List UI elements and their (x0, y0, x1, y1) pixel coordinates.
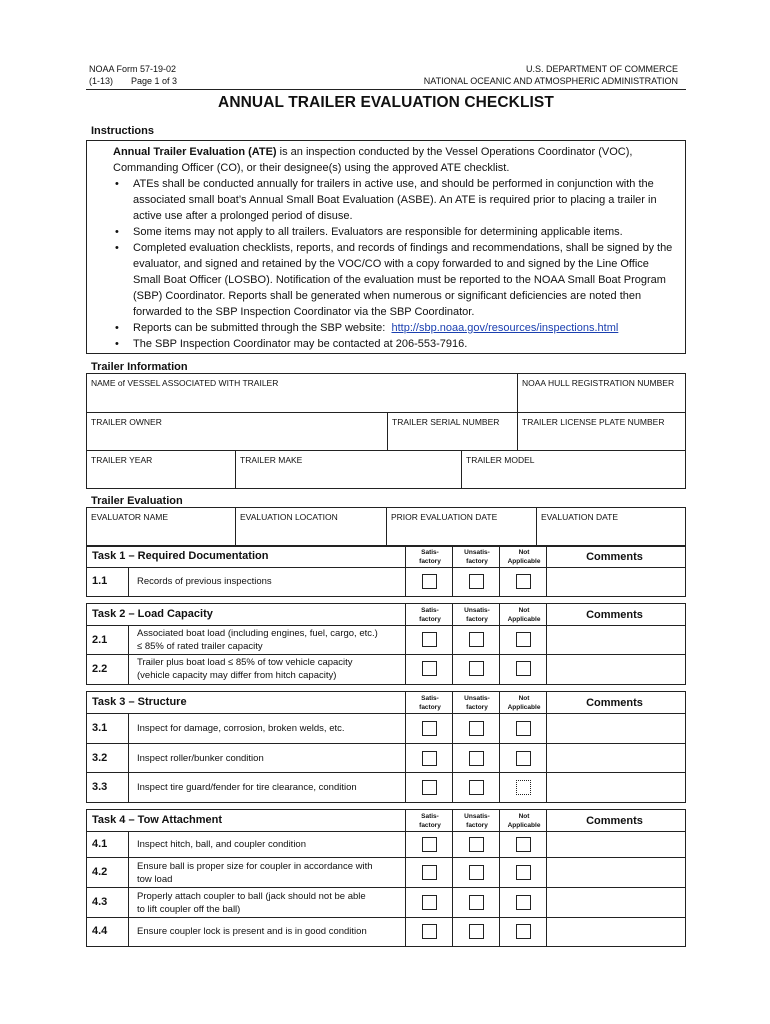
item-number: 2.1 (92, 634, 108, 646)
checklist-row-4-4 (87, 918, 685, 946)
item-number: 3.2 (92, 752, 108, 764)
department-name: U.S. DEPARTMENT OF COMMERCE (525, 64, 678, 74)
checklist-row-1-1 (87, 568, 685, 596)
instruction-bullet (113, 320, 679, 336)
satisfactory-checkbox[interactable] (422, 924, 437, 939)
serial-number-label: TRAILER SERIAL NUMBER (392, 417, 500, 427)
intro-bold: Annual Trailer Evaluation (ATE) (113, 146, 277, 158)
item-description: Inspect roller/bunker condition (137, 753, 264, 764)
item-description: Trailer plus boat load ≤ 85% of tow vehicle capacity (vehicle capacity may differ from hitch capacity) (137, 657, 353, 681)
item-number: 4.3 (92, 896, 108, 908)
checklist-row-3-3 (87, 773, 685, 802)
instructions-heading: Instructions (91, 125, 154, 137)
unsatisfactory-checkbox[interactable] (469, 721, 484, 736)
task-3-table (86, 691, 686, 803)
trailer-model-field[interactable] (462, 451, 685, 488)
task-header (87, 810, 685, 832)
not-applicable-checkbox[interactable] (516, 865, 531, 880)
task-header (87, 604, 685, 626)
unsatisfactory-checkbox[interactable] (469, 865, 484, 880)
item-number: 1.1 (92, 575, 108, 587)
checklist-row-3-2 (87, 744, 685, 773)
evaluator-name-field[interactable] (87, 508, 236, 546)
task-title: Task 4 – Tow Attachment (92, 814, 222, 826)
unsatisfactory-checkbox[interactable] (469, 924, 484, 939)
item-number: 3.3 (92, 781, 108, 793)
satisfactory-checkbox[interactable] (422, 780, 437, 795)
trailer-eval-grid (86, 507, 686, 547)
trailer-info-heading: Trailer Information (91, 361, 188, 373)
not-applicable-checkbox[interactable] (516, 780, 531, 795)
hull-number-label: NOAA HULL REGISTRATION NUMBER (522, 378, 675, 388)
task-title: Task 1 – Required Documentation (92, 550, 269, 562)
trailer-owner-label: TRAILER OWNER (91, 417, 162, 427)
trailer-year-field[interactable] (87, 451, 236, 488)
satisfactory-checkbox[interactable] (422, 661, 437, 676)
satisfactory-checkbox[interactable] (422, 837, 437, 852)
page-title: ANNUAL TRAILER EVALUATION CHECKLIST (218, 94, 554, 111)
item-number: 2.2 (92, 663, 108, 675)
checklist-row-2-1 (87, 626, 685, 655)
evaluation-location-label: EVALUATION LOCATION (240, 512, 338, 522)
trailer-make-field[interactable] (236, 451, 462, 488)
not-applicable-checkbox[interactable] (516, 895, 531, 910)
not-applicable-header: Not Applicable (507, 695, 541, 711)
not-applicable-checkbox[interactable] (516, 924, 531, 939)
unsatisfactory-checkbox[interactable] (469, 632, 484, 647)
unsatisfactory-checkbox[interactable] (469, 780, 484, 795)
satisfactory-checkbox[interactable] (422, 895, 437, 910)
item-number: 4.2 (92, 866, 108, 878)
header-divider (86, 89, 686, 90)
satisfactory-checkbox[interactable] (422, 721, 437, 736)
not-applicable-header: Not Applicable (507, 607, 541, 623)
satisfactory-header: Satis- factory (419, 607, 441, 623)
evaluation-date-label: EVALUATION DATE (541, 512, 618, 522)
prior-evaluation-date-label: PRIOR EVALUATION DATE (391, 512, 498, 522)
not-applicable-header: Not Applicable (507, 549, 541, 565)
item-number: 4.1 (92, 838, 108, 850)
satisfactory-checkbox[interactable] (422, 751, 437, 766)
trailer-eval-heading: Trailer Evaluation (91, 495, 183, 507)
evaluation-location-field[interactable] (236, 508, 387, 546)
checklist-row-2-2 (87, 655, 685, 684)
item-description: Inspect for damage, corrosion, broken welds, etc. (137, 723, 345, 734)
instructions-list (113, 176, 679, 352)
unsatisfactory-header: Unsatis- factory (464, 813, 490, 829)
instructions-box (86, 140, 686, 354)
comments-header: Comments (586, 551, 643, 563)
satisfactory-checkbox[interactable] (422, 632, 437, 647)
unsatisfactory-checkbox[interactable] (469, 661, 484, 676)
instruction-bullet: • Some items may not apply to all trailers. Evaluators are responsible for determining applicable items. (113, 224, 679, 240)
task-2-table (86, 603, 686, 685)
unsatisfactory-header: Unsatis- factory (464, 549, 490, 565)
satisfactory-header: Satis- factory (419, 813, 441, 829)
task-header (87, 546, 685, 568)
checklist-row-4-1 (87, 832, 685, 858)
instructions-intro (113, 144, 679, 176)
instruction-bullet: • The SBP Inspection Coordinator may be contacted at 206-553-7916. (113, 336, 679, 352)
trailer-info-grid (86, 373, 686, 489)
not-applicable-checkbox[interactable] (516, 751, 531, 766)
checklist-row-4-3 (87, 888, 685, 918)
evaluation-date-field[interactable] (537, 508, 685, 546)
serial-number-field[interactable] (388, 413, 518, 451)
satisfactory-header: Satis- factory (419, 549, 441, 565)
satisfactory-checkbox[interactable] (422, 574, 437, 589)
unsatisfactory-checkbox[interactable] (469, 837, 484, 852)
sbp-website-link[interactable]: http://sbp.noaa.gov/resources/inspections.html (391, 322, 619, 334)
satisfactory-header: Satis- factory (419, 695, 441, 711)
unsatisfactory-header: Unsatis- factory (464, 607, 490, 623)
not-applicable-checkbox[interactable] (516, 721, 531, 736)
not-applicable-checkbox[interactable] (516, 661, 531, 676)
unsatisfactory-checkbox[interactable] (469, 751, 484, 766)
not-applicable-checkbox[interactable] (516, 632, 531, 647)
agency-block (424, 63, 678, 87)
unsatisfactory-header: Unsatis- factory (464, 695, 490, 711)
not-applicable-checkbox[interactable] (516, 837, 531, 852)
unsatisfactory-checkbox[interactable] (469, 574, 484, 589)
license-plate-field[interactable] (518, 413, 685, 451)
task-header (87, 692, 685, 714)
checklist-row-4-2 (87, 858, 685, 888)
comments-header: Comments (586, 609, 643, 621)
checklist-row-3-1 (87, 714, 685, 744)
comments-header: Comments (586, 815, 643, 827)
instruction-bullet: • Completed evaluation checklists, reports, and records of findings and recommendations, shall be signed by the evaluator, and signed and retained by the VOC/CO with a copy forwarded to and signed by the Line Office Small Boat Officer (LOSBO). Notification of the evaluation must be reported to the NOAA Small Boat Program (SBP) Coordinator. Reports shall be generated when numerous or significant deficiencies are noted then forwarded to the SBP Inspection Coordinator via the SBP Coordinator. (113, 240, 679, 320)
license-plate-label: TRAILER LICENSE PLATE NUMBER (522, 417, 665, 427)
prior-evaluation-date-field[interactable] (387, 508, 537, 546)
website-text: Reports can be submitted through the SBP website: (133, 322, 386, 334)
satisfactory-checkbox[interactable] (422, 865, 437, 880)
unsatisfactory-checkbox[interactable] (469, 895, 484, 910)
trailer-owner-field[interactable] (87, 413, 388, 451)
comments-header: Comments (586, 697, 643, 709)
task-title: Task 3 – Structure (92, 696, 187, 708)
item-description: Associated boat load (including engines, fuel, cargo, etc.) ≤ 85% of rated trailer capacity (137, 628, 378, 652)
not-applicable-checkbox[interactable] (516, 574, 531, 589)
trailer-model-label: TRAILER MODEL (466, 455, 535, 465)
trailer-year-label: TRAILER YEAR (91, 455, 153, 465)
intro-text: is an inspection conducted by the Vessel Operations Coordinator (VOC), Commanding Officer (CO), or their designee(s) using the approved ATE checklist. (113, 146, 633, 174)
item-description: Ensure ball is proper size for coupler in accordance with tow load (137, 861, 373, 885)
page-number: Page 1 of 3 (131, 76, 178, 86)
task-1-table (86, 545, 686, 597)
vessel-name-field[interactable] (87, 374, 518, 413)
task-title: Task 2 – Load Capacity (92, 608, 213, 620)
item-number: 4.4 (92, 925, 108, 937)
form-revision: (1-13) (89, 76, 114, 86)
form-id-block (89, 63, 177, 87)
instruction-bullet: • ATEs shall be conducted annually for trailers in active use, and should be performed in conjunction with the associated small boat’s Annual Small Boat Evaluation (ASBE). An ATE is required prior to placing a trailer in active use after a prolonged period of disuse. (113, 176, 679, 224)
task-4-table (86, 809, 686, 947)
item-description: Properly attach coupler to ball (jack should not be able to lift coupler off the ball) (137, 891, 366, 915)
form-number: NOAA Form 57-19-02 (89, 64, 177, 74)
evaluator-name-label: EVALUATOR NAME (91, 512, 168, 522)
agency-name: NATIONAL OCEANIC AND ATMOSPHERIC ADMINISTRATION (423, 76, 678, 86)
item-description: Inspect tire guard/fender for tire clearance, condition (137, 782, 357, 793)
not-applicable-header: Not Applicable (507, 813, 541, 829)
vessel-name-label: NAME of VESSEL ASSOCIATED WITH TRAILER (91, 378, 279, 388)
item-description: Records of previous inspections (137, 576, 272, 587)
item-number: 3.1 (92, 722, 108, 734)
trailer-make-label: TRAILER MAKE (240, 455, 303, 465)
hull-number-field[interactable] (518, 374, 685, 413)
item-description: Ensure coupler lock is present and is in good condition (137, 926, 367, 937)
item-description: Inspect hitch, ball, and coupler condition (137, 839, 306, 850)
